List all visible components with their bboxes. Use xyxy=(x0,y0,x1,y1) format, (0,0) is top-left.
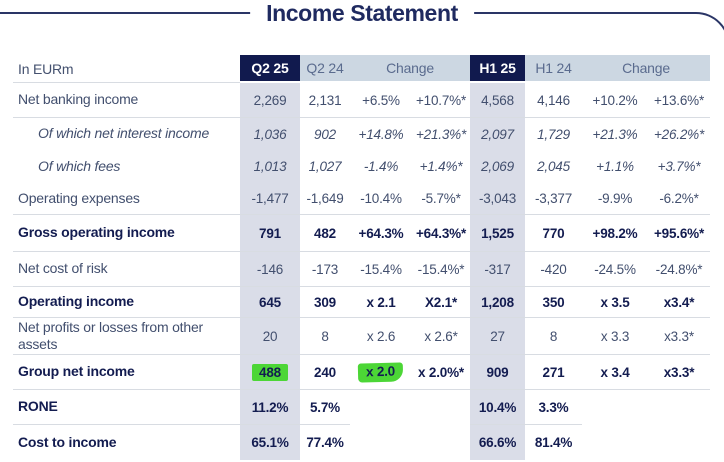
value-cell: +95.6%* xyxy=(648,215,710,252)
value-cell: 309 xyxy=(300,287,350,318)
value-cell: 791 xyxy=(240,215,300,252)
value-cell: -3,043 xyxy=(470,183,525,215)
value-cell: -1,477 xyxy=(240,183,300,215)
value-cell: x 2.0%* xyxy=(412,355,470,390)
value-cell: x 3.3 xyxy=(582,318,648,355)
value-cell: x 2.1 xyxy=(350,287,412,318)
value-cell: -24.8%* xyxy=(648,252,710,287)
value-cell: 81.4% xyxy=(534,435,573,450)
row-label: Group net income xyxy=(13,355,240,390)
value-cell: +21.3%* xyxy=(415,126,467,142)
table-row xyxy=(13,318,710,355)
value-cell: 2,069 xyxy=(470,150,525,183)
value-cell: -5.7%* xyxy=(412,183,470,215)
table-body xyxy=(13,83,710,460)
value-cell xyxy=(350,355,412,390)
value-cell: 8 xyxy=(525,318,582,355)
row-label: Net banking income xyxy=(13,83,240,118)
value-cell: 20 xyxy=(240,318,300,355)
value-cell: 645 xyxy=(240,287,300,318)
header-row xyxy=(13,55,710,83)
col-header-q2-24: Q2 24 xyxy=(300,55,350,83)
value-cell: 5.7% xyxy=(300,390,350,425)
value-cell: +13.6%* xyxy=(648,83,710,118)
value-cell: +64.3% xyxy=(350,215,412,252)
table-row xyxy=(13,252,710,287)
highlight-marker: x 2.0 xyxy=(358,362,404,382)
income-statement-table xyxy=(13,55,710,460)
value-cell: -1.4% xyxy=(363,159,399,174)
value-cell: 482 xyxy=(300,215,350,252)
value-cell: 3.3% xyxy=(525,390,582,425)
value-cell: X2.1* xyxy=(412,287,470,318)
value-cell: +14.8% xyxy=(358,126,404,142)
table-row xyxy=(13,425,710,460)
value-cell: 902 xyxy=(314,126,336,142)
row-label: Net profits or losses from other assets xyxy=(13,318,240,355)
value-cell: -24.5% xyxy=(582,252,648,287)
value-cell: -15.4%* xyxy=(412,252,470,287)
value-cell: -173 xyxy=(300,252,350,287)
value-cell: 1,013 xyxy=(240,150,300,183)
value-cell xyxy=(412,390,470,425)
col-header-h1-25: H1 25 xyxy=(470,55,525,83)
table-row xyxy=(13,150,710,183)
value-cell xyxy=(350,390,412,425)
value-cell: 11.2% xyxy=(240,390,300,425)
value-cell: +98.2% xyxy=(582,215,648,252)
value-cell: -10.4% xyxy=(350,183,412,215)
value-cell: +1.4%* xyxy=(419,159,463,174)
value-cell xyxy=(582,390,648,425)
value-cell: 77.4% xyxy=(306,435,344,450)
value-cell: +26.2%* xyxy=(653,126,705,142)
value-cell: 770 xyxy=(525,215,582,252)
value-cell: -6.2%* xyxy=(648,183,710,215)
col-header-change-h1: Change xyxy=(582,55,710,83)
value-cell: +10.2% xyxy=(582,83,648,118)
value-cell: 350 xyxy=(525,287,582,318)
unit-header: In EURm xyxy=(13,55,240,83)
value-cell: 1,036 xyxy=(240,118,300,150)
value-cell: 10.4% xyxy=(470,390,525,425)
value-cell: 2,131 xyxy=(300,83,350,118)
value-cell: x 2.6* xyxy=(412,318,470,355)
value-cell: x 3.4 xyxy=(582,355,648,390)
row-label: Of which net interest income xyxy=(38,125,210,142)
value-cell xyxy=(350,425,412,460)
value-cell: 2,097 xyxy=(470,118,525,150)
value-cell: 271 xyxy=(525,355,582,390)
value-cell xyxy=(582,425,648,460)
value-cell xyxy=(648,425,710,460)
value-cell: 65.1% xyxy=(240,425,300,460)
col-header-h1-24: H1 24 xyxy=(525,55,582,83)
value-cell: +6.5% xyxy=(350,83,412,118)
value-cell: 66.6% xyxy=(470,425,525,460)
value-cell: -420 xyxy=(525,252,582,287)
col-header-q2-25: Q2 25 xyxy=(240,55,300,83)
value-cell: 909 xyxy=(470,355,525,390)
value-cell: x 2.6 xyxy=(350,318,412,355)
row-label: RONE xyxy=(13,390,240,425)
value-cell: x 3.5 xyxy=(582,287,648,318)
value-cell: -3,377 xyxy=(525,183,582,215)
value-cell: x3.3* xyxy=(648,355,710,390)
value-cell: 1,525 xyxy=(470,215,525,252)
value-cell: +10.7%* xyxy=(412,83,470,118)
value-cell: -9.9% xyxy=(582,183,648,215)
value-cell: +21.3% xyxy=(592,126,638,142)
value-cell: 1,208 xyxy=(470,287,525,318)
value-cell: +64.3%* xyxy=(412,215,470,252)
table-row xyxy=(13,118,710,150)
value-cell: +1.1% xyxy=(596,159,634,174)
table-row xyxy=(13,355,710,390)
col-header-change-q2: Change xyxy=(350,55,470,83)
value-cell: -317 xyxy=(470,252,525,287)
table-row xyxy=(13,390,710,425)
value-cell: x3.4* xyxy=(648,287,710,318)
value-cell xyxy=(412,425,470,460)
value-cell: 8 xyxy=(300,318,350,355)
value-cell: +3.7%* xyxy=(657,159,701,174)
value-cell: -1,649 xyxy=(300,183,350,215)
value-cell xyxy=(240,355,300,390)
value-cell: -15.4% xyxy=(350,252,412,287)
row-label: Operating income xyxy=(13,287,240,318)
row-label: Gross operating income xyxy=(13,215,240,252)
table-row xyxy=(13,83,710,118)
row-label: Net cost of risk xyxy=(13,252,240,287)
page-title: Income Statement xyxy=(250,0,474,27)
value-cell: 4,568 xyxy=(470,83,525,118)
value-cell: 27 xyxy=(470,318,525,355)
row-label: Operating expenses xyxy=(13,183,240,215)
value-cell: x3.3* xyxy=(648,318,710,355)
table-row xyxy=(13,183,710,215)
row-label: Of which fees xyxy=(38,157,121,174)
value-cell: 2,269 xyxy=(240,83,300,118)
value-cell: 4,146 xyxy=(525,83,582,118)
value-cell: 240 xyxy=(300,355,350,390)
value-cell xyxy=(648,390,710,425)
table-row xyxy=(13,287,710,318)
value-cell: 2,045 xyxy=(537,159,570,174)
highlight-marker: 488 xyxy=(252,364,288,381)
value-cell: -146 xyxy=(240,252,300,287)
table-row xyxy=(13,215,710,252)
value-cell: 1,729 xyxy=(537,126,570,142)
value-cell: 1,027 xyxy=(308,159,342,174)
row-label: Cost to income xyxy=(18,433,117,450)
